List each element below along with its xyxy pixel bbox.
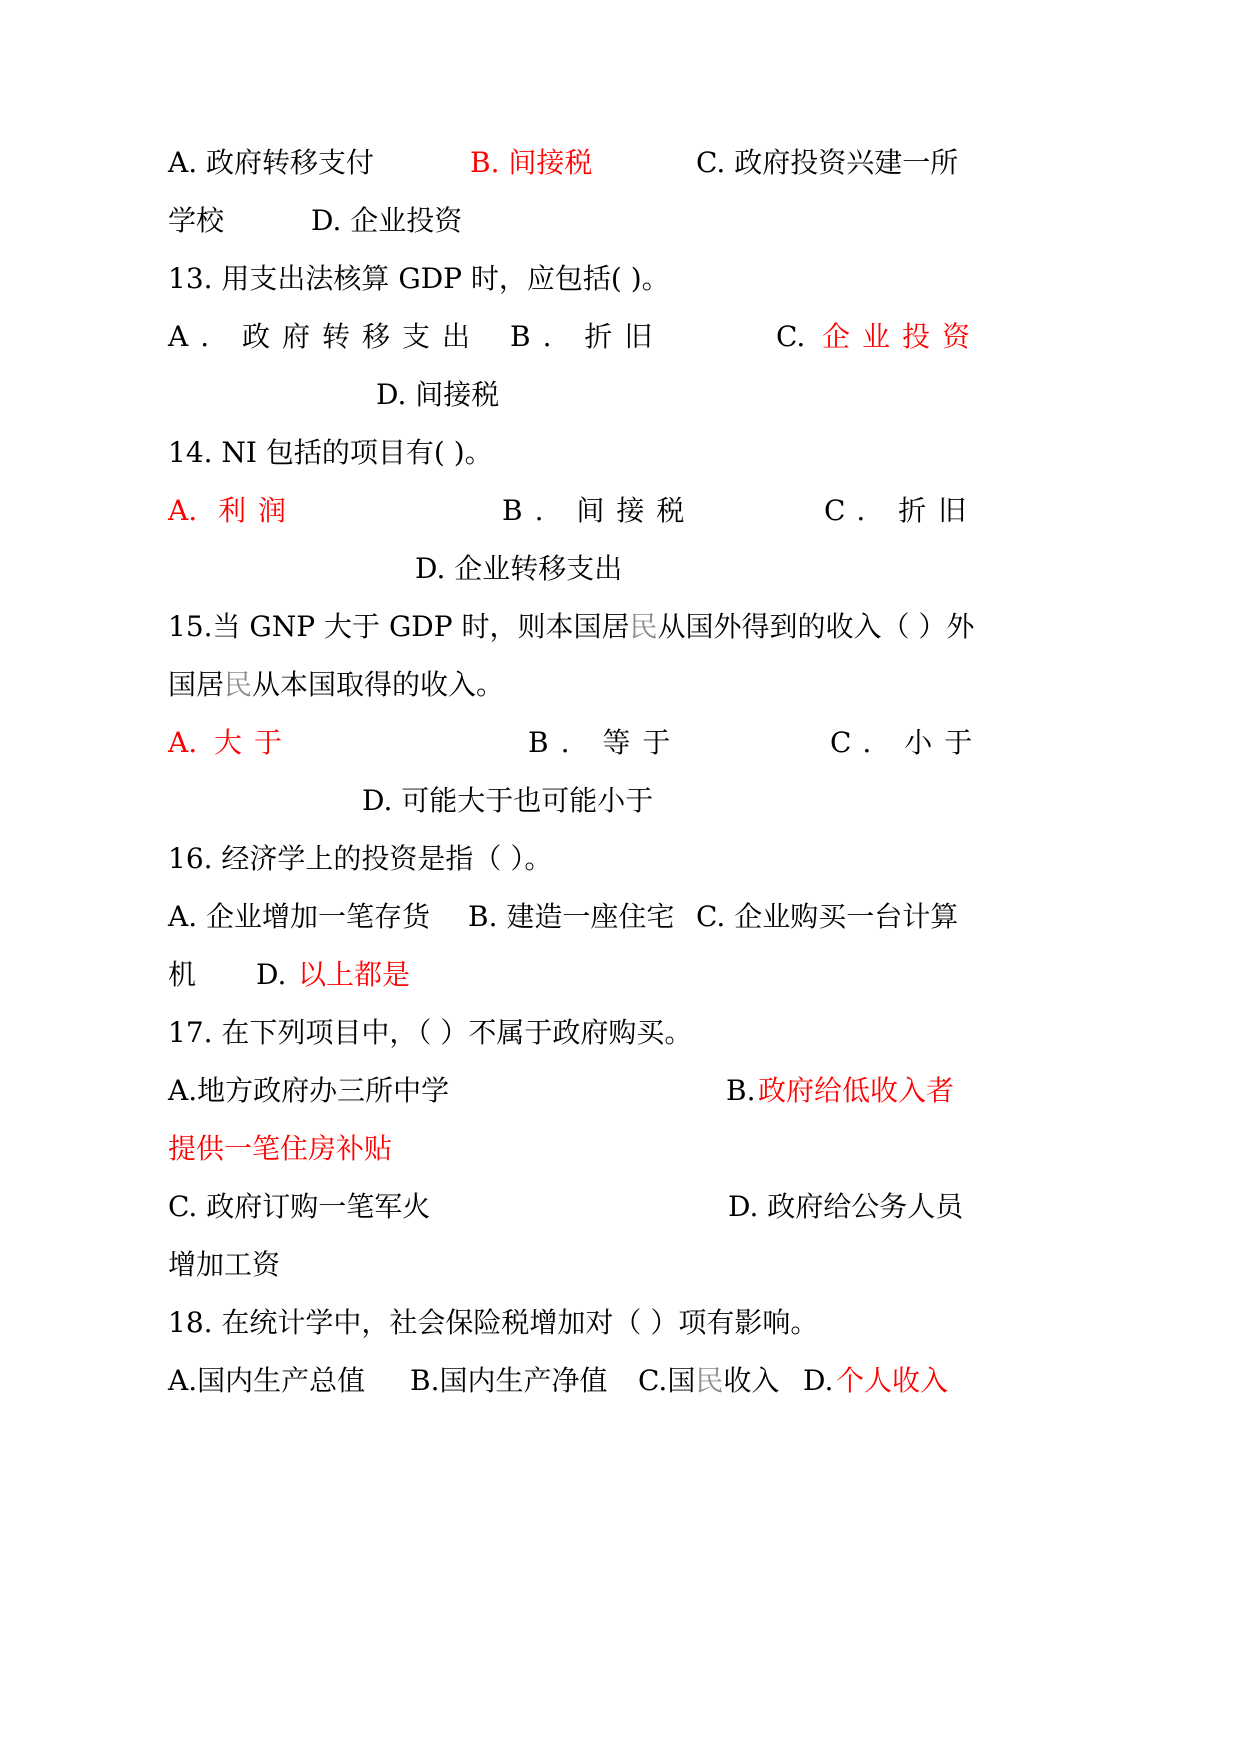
q17-stem: 17. 在下列项目中，（ ）不属于政府购买。 bbox=[168, 1016, 693, 1049]
q15-options-line bbox=[0, 718, 1241, 768]
q16-option-d-label: D. bbox=[256, 958, 287, 991]
q14-option-b: B. 间接税 bbox=[502, 494, 697, 527]
q15-stem-line bbox=[0, 602, 1241, 652]
q15-cont-part1: 国居 bbox=[168, 668, 225, 701]
q18-option-d: 个人收入 bbox=[836, 1364, 949, 1397]
q17-stem-line bbox=[0, 1008, 1241, 1058]
q13-option-a: A. 政府转移支出 bbox=[168, 320, 483, 353]
q17-option-b: 政府给低收入者 bbox=[758, 1074, 955, 1107]
q16-options-line-2 bbox=[0, 950, 1241, 1000]
q15-option-d: D. 可能大于也可能小于 bbox=[362, 784, 654, 817]
q14-stem: 14. NI 包括的项目有( )。 bbox=[168, 436, 493, 469]
q13-option-b: B. 折旧 bbox=[510, 320, 665, 353]
q14-options-line bbox=[0, 486, 1241, 536]
q14-option-a-label: A. bbox=[168, 494, 198, 527]
q18-option-c bbox=[638, 1356, 779, 1406]
q15-stem-cont bbox=[168, 660, 504, 710]
q17-option-a: A.地方政府办三所中学 bbox=[168, 1074, 450, 1107]
q16-option-d: 以上都是 bbox=[298, 958, 411, 991]
q13-options-line-2 bbox=[0, 370, 1241, 420]
q13-stem: 13. 用支出法核算 GDP 时，应包括( )。 bbox=[168, 262, 670, 295]
q15-cont-part2: 从本国取得的收入。 bbox=[252, 668, 505, 701]
q17-option-b-cont: 提供一笔住房补贴 bbox=[168, 1132, 393, 1165]
q16-option-a: A. 企业增加一笔存货 bbox=[168, 900, 431, 933]
q12-option-b: B. 间接税 bbox=[470, 146, 593, 179]
q13-options-line bbox=[0, 312, 1241, 362]
q15-stem bbox=[168, 602, 974, 652]
q14-option-a: 利润 bbox=[218, 494, 299, 527]
q14-option-d: D. 企业转移支出 bbox=[415, 552, 623, 585]
q15-stem-line-2 bbox=[0, 660, 1241, 710]
q18-option-c-part2: 收入 bbox=[723, 1364, 780, 1397]
q18-options-line bbox=[0, 1356, 1241, 1406]
q12-option-c-cont: 学校 bbox=[168, 204, 225, 237]
q13-option-c: 企业投资 bbox=[822, 320, 983, 353]
q12-options-line bbox=[0, 138, 1241, 188]
q16-option-b: B. 建造一座住宅 bbox=[468, 900, 675, 933]
q15-stem-char: 民 bbox=[629, 610, 658, 643]
q12-options-line-2 bbox=[0, 196, 1241, 246]
q17-option-b-label: B. bbox=[726, 1074, 756, 1107]
q18-option-a: A.国内生产总值 bbox=[168, 1364, 366, 1397]
q17-options-line-4 bbox=[0, 1240, 1241, 1290]
q15-option-a-label: A. bbox=[168, 726, 198, 759]
q12-option-a: A. 政府转移支付 bbox=[168, 146, 375, 179]
q16-stem-line bbox=[0, 834, 1241, 884]
q15-stem-part2: 从国外得到的收入（ ）外 bbox=[657, 610, 975, 643]
q15-option-a: 大于 bbox=[214, 726, 295, 759]
q13-stem-line bbox=[0, 254, 1241, 304]
q15-options-line-2 bbox=[0, 776, 1241, 826]
q14-option-c: C. 折旧 bbox=[824, 494, 979, 527]
q18-stem: 18. 在统计学中，社会保险税增加对（ ）项有影响。 bbox=[168, 1306, 819, 1339]
q15-option-b: B. 等于 bbox=[528, 726, 683, 759]
q17-option-d-cont: 增加工资 bbox=[168, 1248, 281, 1281]
q18-stem-line bbox=[0, 1298, 1241, 1348]
q14-stem-line bbox=[0, 428, 1241, 478]
q13-option-d: D. 间接税 bbox=[376, 378, 500, 411]
q17-options-line-2 bbox=[0, 1124, 1241, 1174]
q18-option-c-part1: C.国 bbox=[638, 1364, 696, 1397]
q15-option-c: C. 小于 bbox=[830, 726, 985, 759]
q15-stem-part1: 15.当 GNP 大于 GDP 时，则本国居 bbox=[168, 610, 630, 643]
q12-option-d: D. 企业投资 bbox=[311, 204, 463, 237]
q12-option-c: C. 政府投资兴建一所 bbox=[696, 146, 959, 179]
q18-option-d-label: D. bbox=[803, 1364, 834, 1397]
q13-option-c-label: C. bbox=[776, 320, 806, 353]
q15-cont-char: 民 bbox=[224, 668, 253, 701]
q17-options-line bbox=[0, 1066, 1241, 1116]
q17-options-line-3 bbox=[0, 1182, 1241, 1232]
q16-option-c-cont: 机 bbox=[168, 958, 197, 991]
q16-stem: 16. 经济学上的投资是指（ ）。 bbox=[168, 842, 553, 875]
q17-option-c: C. 政府订购一笔军火 bbox=[168, 1190, 431, 1223]
q16-option-c: C. 企业购买一台计算 bbox=[696, 900, 959, 933]
q18-option-b: B.国内生产净值 bbox=[410, 1364, 608, 1397]
q14-options-line-2 bbox=[0, 544, 1241, 594]
q18-option-c-char: 民 bbox=[695, 1364, 724, 1397]
q16-options-line bbox=[0, 892, 1241, 942]
q17-option-d: D. 政府给公务人员 bbox=[728, 1190, 964, 1223]
